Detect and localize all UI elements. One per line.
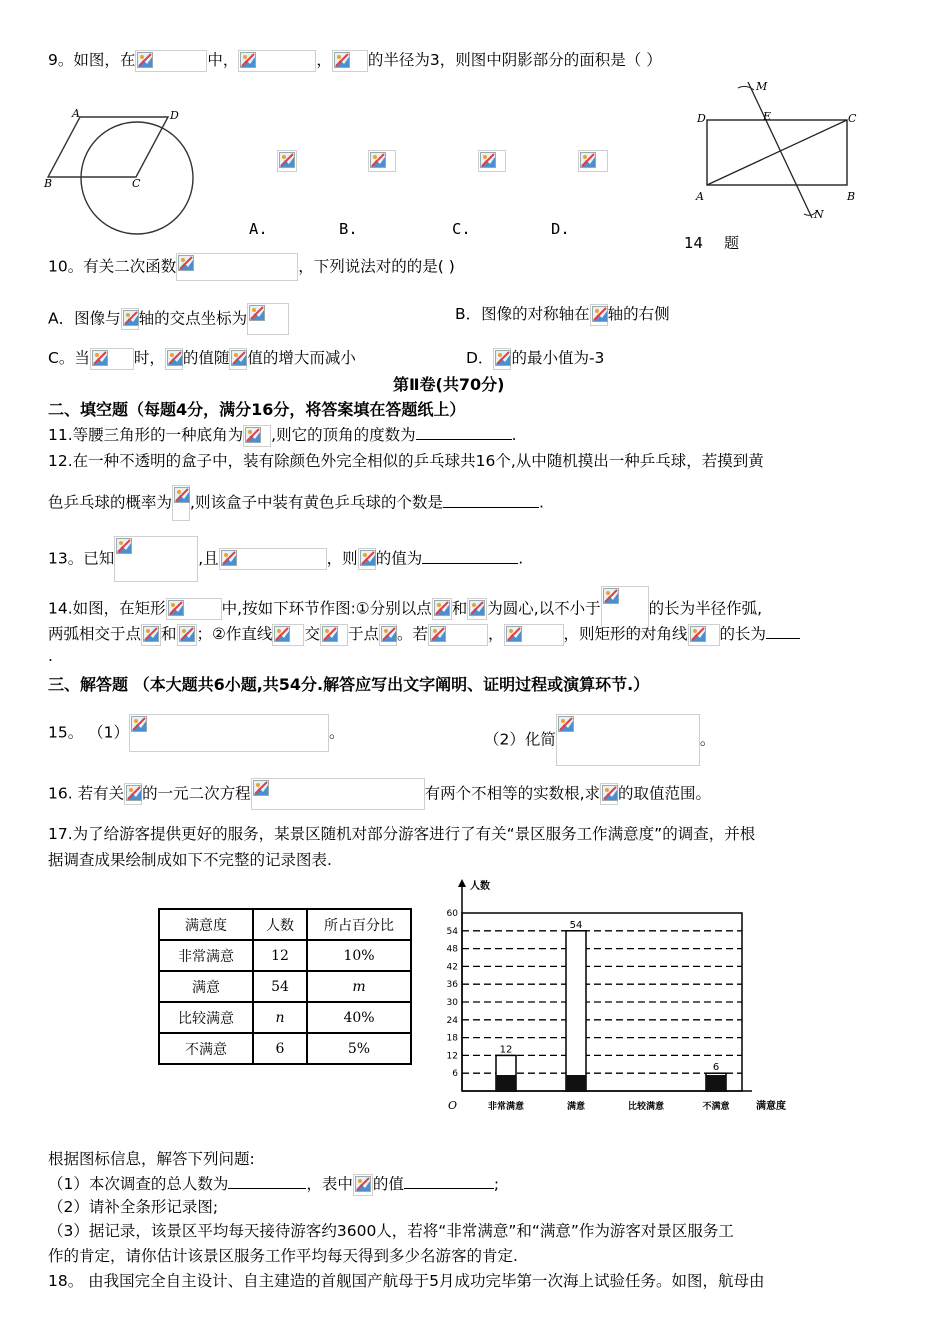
formula-image-icon [165,348,183,370]
table-row [159,940,411,971]
y-tick-label: 24 [446,1015,458,1026]
q10-stem: 10。有关二次函数 ，下列说法对的的是( ) [48,253,455,281]
formula-image-icon [238,50,316,72]
q14-line2: 两弧相交于点 和 ；②作直线 交 于点 。若 ， ，则矩形的对角线 的长为 [48,622,800,646]
formula-image-icon [124,783,142,805]
answer-blank[interactable] [422,547,518,564]
bar [566,931,586,1091]
formula-image-icon [141,624,161,646]
data-label: 12 [499,1044,513,1056]
formula-image-icon [166,598,222,620]
x-axis-label: 满意度 [756,1101,786,1112]
formula-image-icon [493,348,511,370]
y-tick-label: 48 [446,944,458,955]
y-tick-label: 54 [446,926,458,937]
label-D: D [697,112,706,125]
answer-blank[interactable] [443,491,539,508]
q11: 11.等腰三角形的一种底角为 ,则它的顶角的度数为 . [48,423,517,447]
section2-title: 二、填空题（每题4分，满分16分，将答案填在答题纸上） [48,400,466,419]
q17-sub3-line2: 作的肯定，请你估计该景区服务工作平均每天得到多少名游客的肯定. [48,1247,518,1265]
data-label: 6 [712,1062,720,1074]
formula-image-icon [432,598,452,620]
part2-title: 第Ⅱ卷(共70分) [393,375,505,394]
formula-image-icon [247,303,289,335]
q18-line1: 18。 由我国完全自主设计、自主建造的首舰国产航母于5月成功完毕第一次海上试验任务。如图，航母由 [48,1272,765,1290]
q9-option-d: D. [551,220,570,238]
table-row [159,971,411,1002]
label-B: B [847,190,856,203]
label-C: C [848,112,857,125]
option-b-image-icon [368,150,396,172]
formula-image-icon [600,783,618,805]
formula-image-icon [320,624,348,646]
q17-sub2: （2）请补全条形记录图; [48,1198,219,1216]
formula-image-icon [467,598,487,620]
option-a-image-icon [277,150,297,172]
formula-image-icon [556,714,700,766]
q9-figure [40,105,215,235]
formula-image-icon [688,624,720,646]
label-E: E [763,110,772,123]
q12-line1: 12.在一种不透明的盒子中，装有除颜色外完全相似的乒乓球共16个,从中随机摸出一种乒乓球，若摸到黄 [48,452,764,470]
label-D: D [170,109,179,122]
x-tick-label: 比较满意 [627,1102,665,1112]
table-cell: n [253,1002,307,1033]
table-cell: 40% [307,1002,411,1033]
table-row [159,1033,411,1064]
x-tick-label: 满意 [566,1102,586,1112]
answer-blank[interactable] [766,622,800,639]
fig14-caption-number: 14 [684,234,704,252]
formula-image-icon [243,425,271,447]
answer-blank[interactable] [416,423,512,440]
formula-image-icon [129,714,329,752]
table-cell: 12 [253,940,307,971]
table-cell: 54 [253,971,307,1002]
label-C: C [132,177,141,190]
table-cell: 10% [307,940,411,971]
q10-option-a: A．图像与 轴的交点坐标为 [48,303,289,335]
table-cell: 6 [253,1033,307,1064]
formula-image-icon [272,624,304,646]
formula-image-icon [176,253,298,281]
table-header: 所占百分比 [307,909,411,940]
q17-line2: 据调查成果绘制成如下不完整的记录图表. [48,851,332,869]
fig14-caption-label: 题 [724,234,740,252]
data-label: 54 [569,919,583,931]
formula-image-icon [251,778,425,810]
q15-part1: 15。 （1） 。 [48,714,345,752]
label-M: M [756,80,768,93]
q12-line2: 色乒乓球的概率为 ,则该盒子中装有黄色乒乓球的个数是 . [48,485,544,521]
formula-image-icon [353,1174,373,1196]
bar-fill [496,1075,516,1091]
table-cell: 非常满意 [159,940,253,971]
bar-fill [566,1075,586,1091]
table-cell: 满意 [159,971,253,1002]
q14-line1: 14.如图，在矩形 中,按如下环节作图:①分别以点 和 为圆心,以不小于 的长为半径作弧, [48,586,762,632]
formula-image-icon [590,304,608,326]
section3-title: 三、解答题 （本大题共6小题,共54分.解答应写出文字阐明、证明过程或演算环节.） [48,675,650,694]
formula-image-icon [332,50,368,72]
table-cell: m [307,971,411,1002]
y-tick-label: 42 [446,962,458,973]
x-tick-label: 非常满意 [487,1102,525,1112]
y-axis-arrow [458,879,466,887]
y-tick-label: 36 [446,980,458,991]
q17-sub3-line1: （3）据记录，该景区平均每天接待游客约3600人，若将“非常满意”和“满意”作为游客对景区服务工 [48,1222,734,1240]
q17-sub1: （1）本次调查的总人数为 ，表中 的值 ; [48,1172,499,1196]
y-tick-label: 12 [446,1051,458,1062]
label-N: N [814,208,824,221]
table-header: 满意度 [159,909,253,940]
formula-image-icon [135,50,207,72]
q10-option-d: D． 的最小值为-3 [466,347,604,370]
table-header: 人数 [253,909,307,940]
y-tick-label: 60 [446,909,458,919]
answer-blank[interactable] [404,1172,494,1189]
satisfaction-table [158,908,412,1065]
satisfaction-bar-chart [438,873,790,1123]
q14-line3: . [48,647,53,665]
q16: 16. 若有关 的一元二次方程 有两个不相等的实数根,求 的取值范围。 [48,778,711,810]
q14-figure [690,78,870,228]
q10-option-c: C。当 时， 的值随 值的增大而减小 [48,347,356,370]
formula-image-icon [229,348,247,370]
y-tick-label: 30 [446,998,458,1008]
formula-image-icon [172,485,190,521]
q15-part2: （2）化简 。 [484,714,715,766]
table-cell: 不满意 [159,1033,253,1064]
formula-image-icon [114,536,198,582]
answer-blank[interactable] [228,1172,306,1189]
label-A: A [696,190,704,203]
formula-image-icon [358,548,376,570]
q17-prompt: 根据图标信息，解答下列问题: [48,1150,255,1168]
label-A: A [72,107,80,120]
table-cell: 比较满意 [159,1002,253,1033]
y-tick-label: 6 [452,1069,458,1080]
x-tick-label: 不满意 [702,1102,730,1112]
q9-option-b: B. [339,220,358,238]
option-d-image-icon [578,150,608,172]
q9-option-c: C. [452,220,471,238]
formula-image-icon [379,624,397,646]
label-B: B [44,177,53,190]
origin-label: O [448,1099,458,1112]
q9-stem: 9。如图，在 中， ， 的半径为3，则图中阴影部分的面积是（ ） [48,49,662,72]
bar-fill [706,1075,726,1091]
formula-image-icon [428,624,488,646]
table-cell: 5% [307,1033,411,1064]
table-row [159,1002,411,1033]
y-axis-label: 人数 [470,881,490,892]
q10-option-b: B．图像的对称轴在 轴的右侧 [455,303,670,326]
q13: 13。已知 ,且 ，则 的值为 . [48,536,523,582]
y-tick-label: 18 [446,1033,458,1044]
formula-image-icon [504,624,564,646]
formula-image-icon [121,308,139,330]
option-c-image-icon [478,150,506,172]
formula-image-icon [177,624,197,646]
table-header-row [159,909,411,940]
formula-image-icon [219,548,327,570]
formula-image-icon [90,348,134,370]
q9-option-a: A. [249,220,268,238]
q17-line1: 17.为了给游客提供更好的服务，某景区随机对部分游客进行了有关“景区服务工作满意度”的调查，并根 [48,825,756,843]
